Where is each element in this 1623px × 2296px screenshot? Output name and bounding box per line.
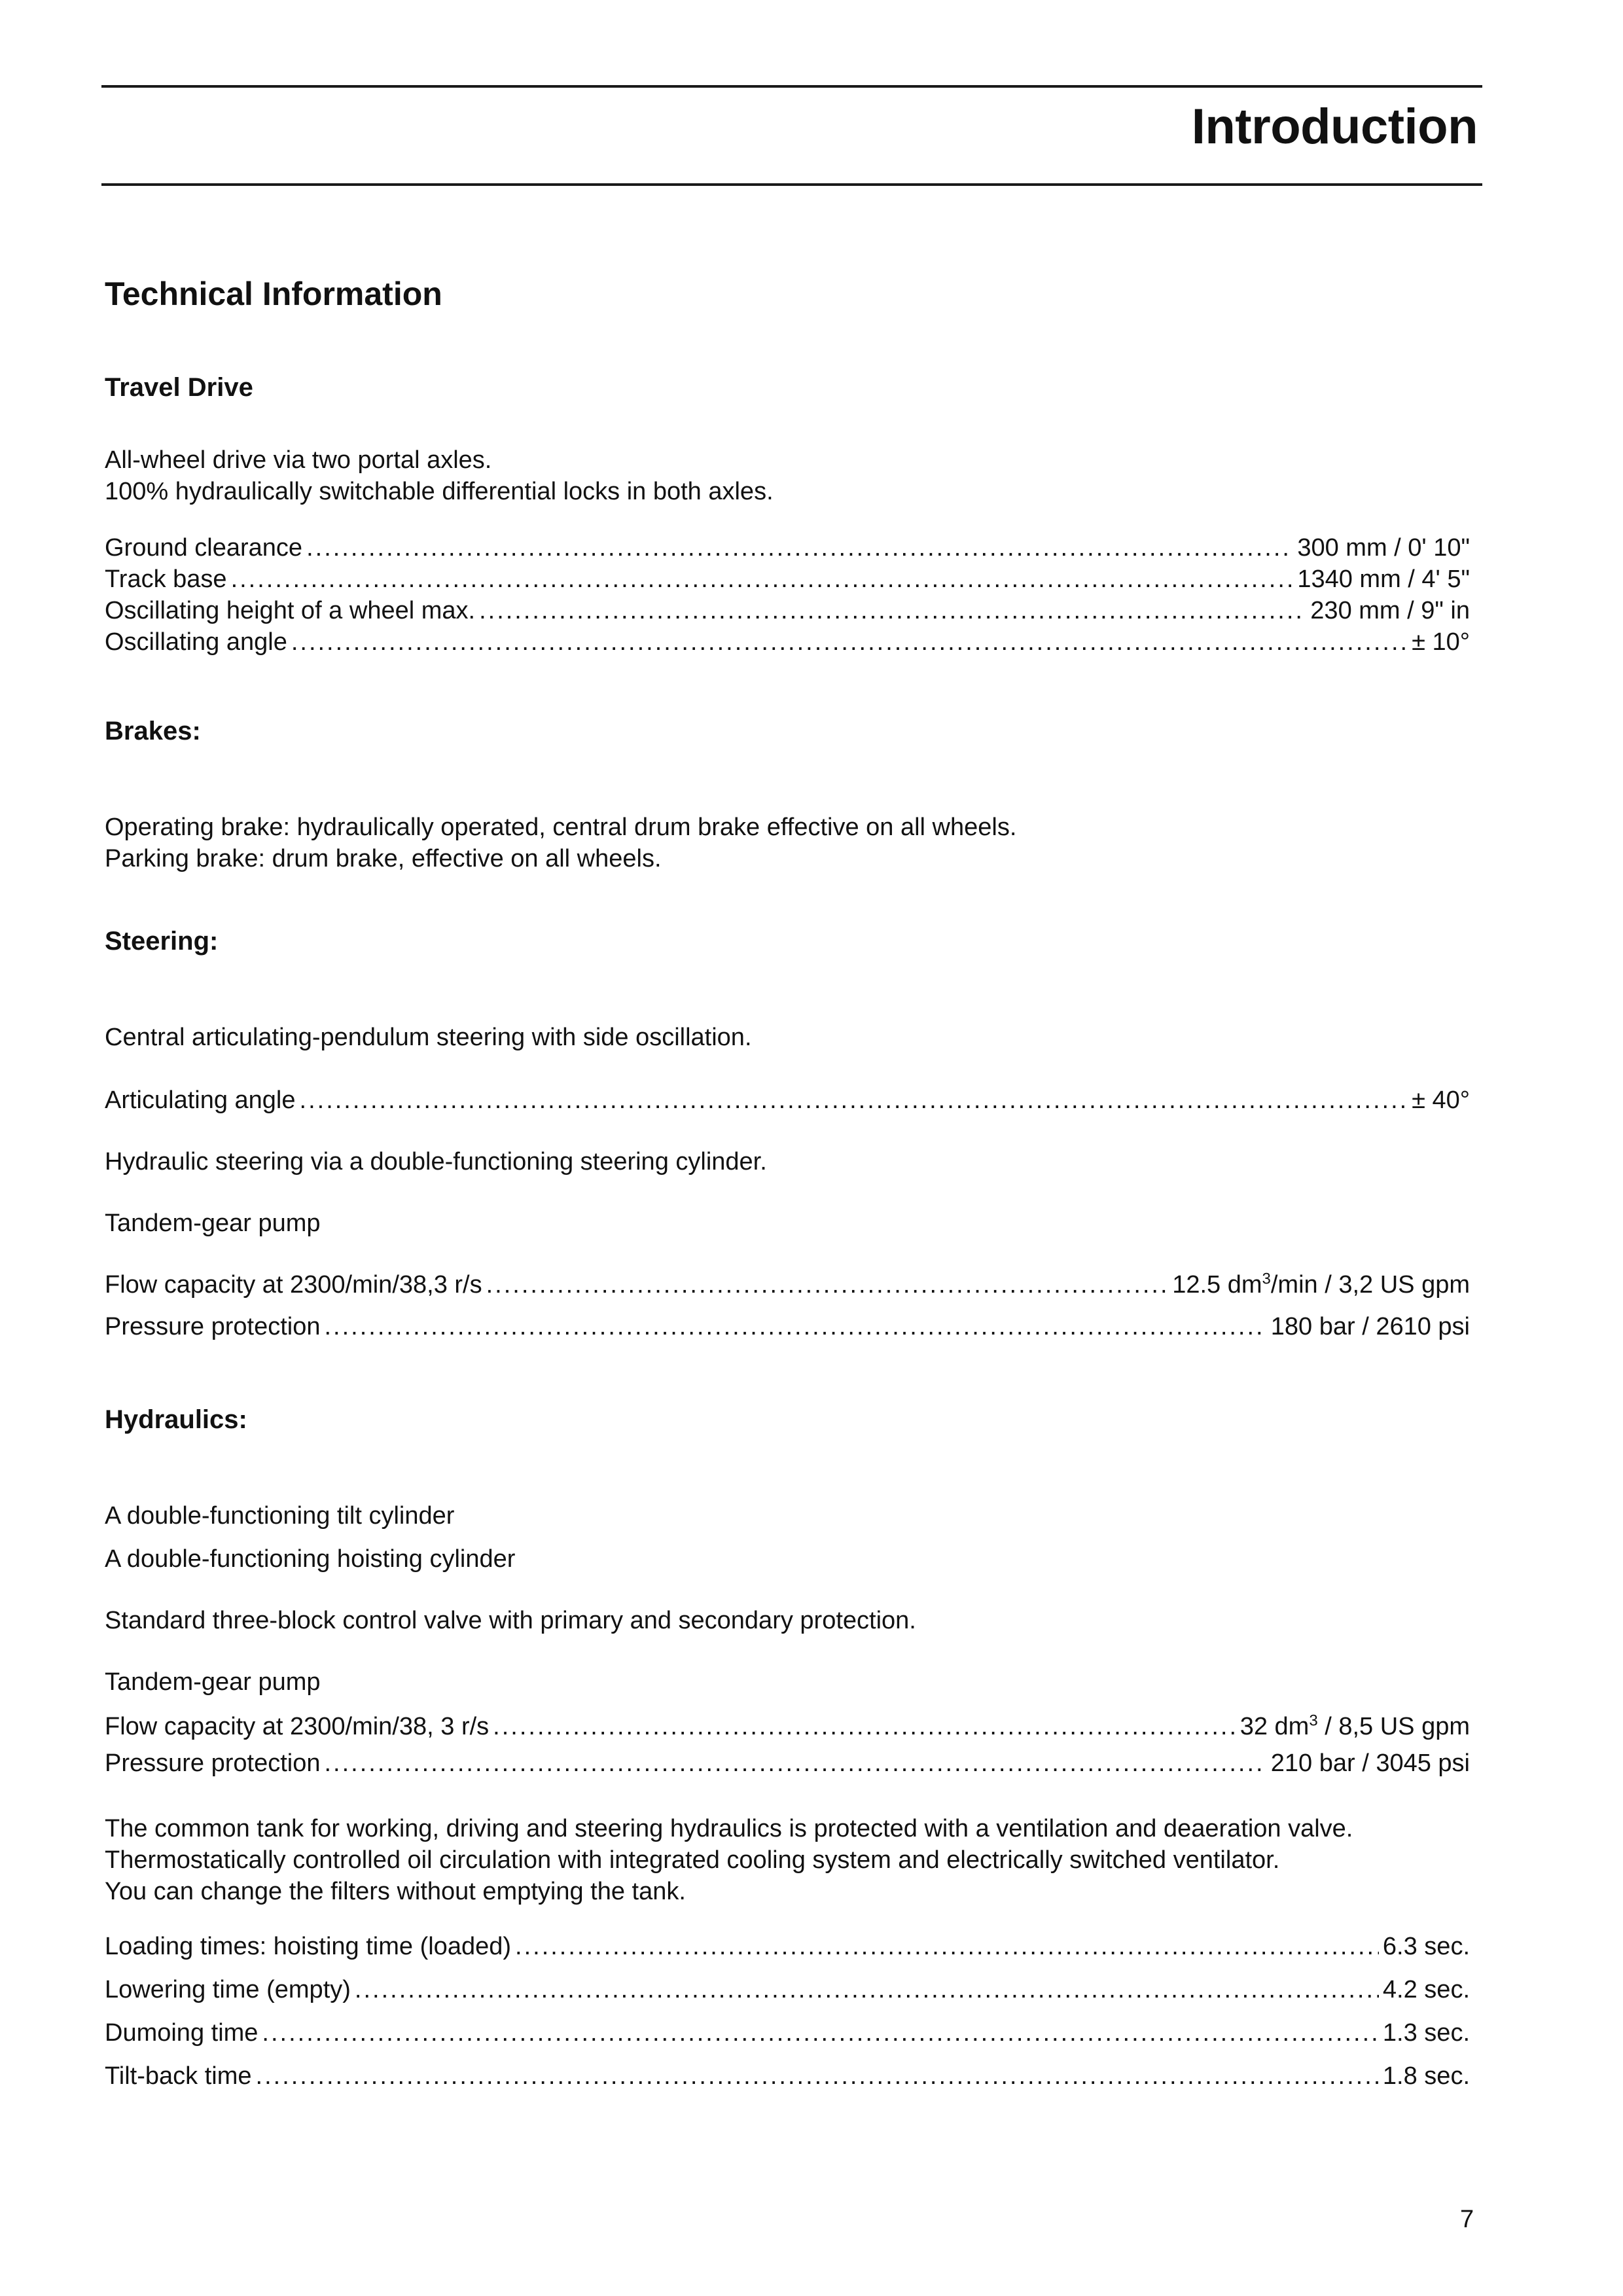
steering-intro: Central articulating-pendulum steering with side oscillation. [105,1024,752,1051]
spec-label: Articulating angle [105,1086,296,1114]
hydraulics-heading: Hydraulics: [105,1405,247,1434]
spec-row-ground-clearance [105,532,1470,564]
spec-value: 180 bar / 2610 psi [1270,1313,1470,1340]
spec-value: 300 mm / 0' 10" [1297,534,1470,562]
spec-label: Dumoing time [105,2019,259,2047]
hydraulics-pump: Tandem-gear pump [105,1668,321,1696]
hydraulics-tank-line: Thermostatically controlled oil circulation with integrated cooling system and electrically switched ventilator. [105,1846,1280,1874]
spec-value: 1.3 sec. [1382,2019,1470,2047]
spec-row-steering-pressure [105,1311,1470,1342]
hydraulics-cylinder: A double-functioning hoisting cylinder [105,1545,516,1573]
spec-row-hydraulics-pressure [105,1748,1470,1779]
spec-value: 1340 mm / 4' 5" [1297,565,1470,593]
spec-row-dumping-time [105,2017,1470,2049]
hydraulics-tank-line: The common tank for working, driving and steering hydraulics is protected with a ventilation and deaeration valve. [105,1815,1353,1842]
document-content [105,275,1470,2092]
steering-section [105,927,1470,1342]
steering-heading: Steering: [105,927,219,956]
travel-drive-section [105,373,1470,658]
spec-label: Track base [105,565,227,593]
brakes-section [105,717,1470,874]
spec-row-hoisting-time [105,1931,1470,1962]
spec-value: 4.2 sec. [1382,1976,1470,2003]
spec-value: ± 10° [1412,628,1470,656]
section-title: Technical Information [105,276,442,312]
spec-value: 12.5 $dm^3/\min / 3,2$ US gpm [1172,1270,1470,1299]
brakes-line: Operating brake: hydraulically operated, central drum brake effective on all wheels. [105,814,1017,841]
spec-row-oscillating-height [105,595,1470,626]
travel-drive-line: 100% hydraulically switchable differential locks in both axles. [105,478,774,505]
spec-value: 1.8 sec. [1382,2062,1470,2090]
spec-label: Pressure protection [105,1313,321,1340]
header-rule-top [101,85,1482,88]
spec-label: Oscillating height of a wheel max. [105,597,476,624]
travel-drive-line: All-wheel drive via two portal axles. [105,446,492,474]
spec-label: Oscillating angle [105,628,287,656]
hydraulics-cylinder: A double-functioning tilt cylinder [105,1502,455,1530]
spec-value: 230 mm / 9" in [1310,597,1470,624]
spec-row-tilt-back-time [105,2060,1470,2092]
travel-drive-heading: Travel Drive [105,373,253,402]
spec-value: 210 bar / 3045 psi [1270,1749,1470,1777]
spec-row-articulating-angle [105,1085,1470,1116]
spec-value: ± 40° [1412,1086,1470,1114]
steering-pump: Tandem-gear pump [105,1210,321,1237]
spec-row-steering-flow [105,1269,1470,1300]
spec-row-track-base [105,564,1470,595]
spec-row-oscillating-angle [105,626,1470,658]
spec-row-hydraulics-flow [105,1711,1470,1742]
header-rule-bottom [101,183,1482,186]
hydraulics-tank-line: You can change the filters without emptying the tank. [105,1878,686,1905]
spec-label: Loading times: hoisting time (loaded) [105,1933,512,1960]
brakes-line: Parking brake: drum brake, effective on all wheels. [105,845,662,872]
spec-label: Ground clearance [105,534,303,562]
spec-label: Pressure protection [105,1749,321,1777]
hydraulics-section [105,1405,1470,2092]
brakes-heading: Brakes: [105,717,201,745]
steering-hydraulic-line: Hydraulic steering via a double-functioning steering cylinder. [105,1148,767,1175]
spec-value: 6.3 sec. [1382,1933,1470,1960]
spec-label: Tilt-back time [105,2062,252,2090]
spec-value: 32 $dm^3 / 8,5$ US gpm [1240,1712,1470,1740]
spec-label: Flow capacity at 2300/min/38, 3 r/s [105,1713,490,1740]
spec-row-lowering-time [105,1974,1470,2005]
page-number: 7 [1460,2206,1474,2233]
hydraulics-valve: Standard three-block control valve with primary and secondary protection. [105,1607,916,1634]
page-header-title: Introduction [1191,99,1478,154]
spec-label: Lowering time (empty) [105,1976,351,2003]
spec-label: Flow capacity at 2300/min/38,3 r/s [105,1271,482,1299]
